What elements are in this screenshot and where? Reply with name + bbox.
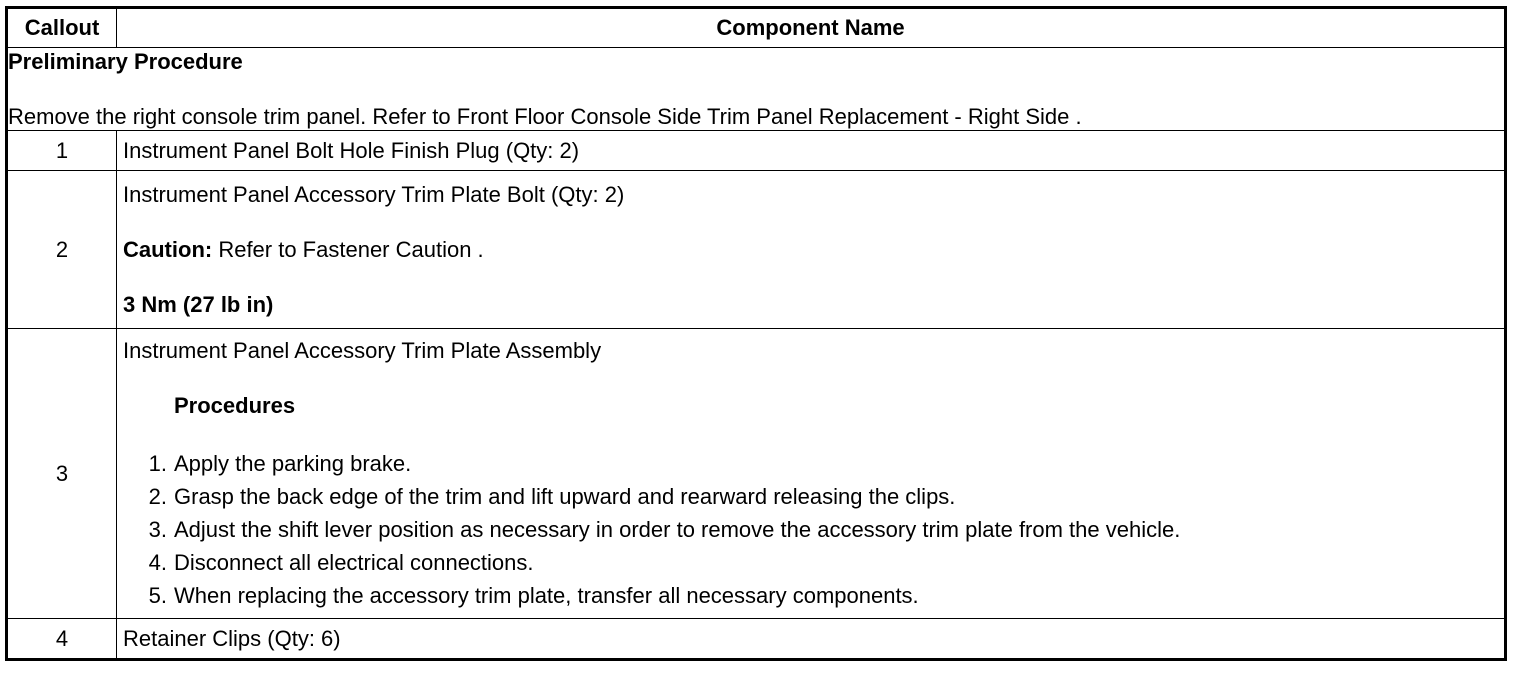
procedure-steps-list	[123, 447, 1504, 612]
torque-spec: 3 Nm (27 lb in)	[123, 292, 274, 317]
procedure-step	[123, 480, 1504, 513]
component-name: Instrument Panel Accessory Trim Plate Assembly	[123, 338, 602, 363]
step-text: When replacing the accessory trim plate, transfer all necessary components.	[174, 583, 919, 608]
component-name: Instrument Panel Bolt Hole Finish Plug (Qty: 2)	[117, 131, 1506, 171]
step-text: Disconnect all electrical connections.	[174, 550, 534, 575]
step-number: 3.	[148, 517, 167, 542]
step-text: Adjust the shift lever position as necessary in order to remove the accessory trim plate from the vehicle.	[174, 517, 1181, 542]
procedure-step	[123, 579, 1504, 612]
callout-number: 1	[7, 131, 117, 171]
table-row	[7, 329, 1506, 619]
step-number: 4.	[148, 550, 167, 575]
procedure-step	[123, 546, 1504, 579]
step-number: 1.	[148, 451, 167, 476]
table-row	[7, 131, 1506, 171]
callout-number: 2	[7, 171, 117, 329]
procedure-step	[123, 447, 1504, 480]
step-text: Grasp the back edge of the trim and lift upward and rearward releasing the clips.	[174, 484, 956, 509]
callout-number: 3	[7, 329, 117, 619]
procedures-title: Procedures	[174, 393, 296, 418]
component-cell	[117, 329, 1506, 619]
preliminary-procedure-cell	[7, 48, 1506, 131]
component-name: Retainer Clips (Qty: 6)	[117, 619, 1506, 660]
callout-number: 4	[7, 619, 117, 660]
table-row	[7, 619, 1506, 660]
step-number: 2.	[148, 484, 167, 509]
component-name-column-header: Component Name	[117, 8, 1506, 48]
component-cell	[117, 171, 1506, 329]
component-table	[5, 6, 1507, 661]
preliminary-procedure-title: Preliminary Procedure	[8, 49, 243, 74]
step-text: Apply the parking brake.	[174, 451, 412, 476]
component-name: Instrument Panel Accessory Trim Plate Bolt (Qty: 2)	[123, 182, 625, 207]
caution-label: Caution:	[123, 237, 213, 262]
caution-note	[123, 236, 1504, 263]
callout-column-header: Callout	[7, 8, 117, 48]
step-number: 5.	[148, 583, 167, 608]
preliminary-procedure-text: Remove the right console trim panel. Refer to Front Floor Console Side Trim Panel Replacement - Right Side .	[8, 104, 1082, 129]
caution-text: Refer to Fastener Caution .	[212, 237, 484, 262]
table-row	[7, 171, 1506, 329]
procedure-step	[123, 513, 1504, 546]
table-header-row	[7, 8, 1506, 48]
preliminary-procedure-row	[7, 48, 1506, 131]
